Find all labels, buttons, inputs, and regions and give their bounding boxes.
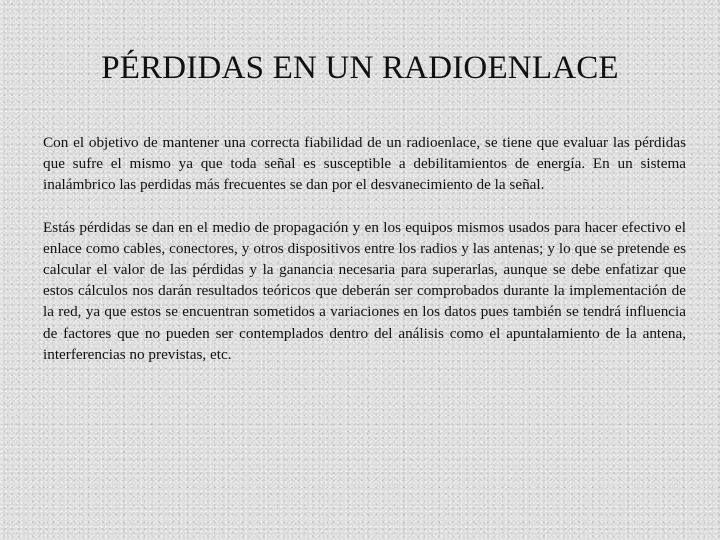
slide-body: [43, 132, 686, 365]
body-paragraph-2: Estás pérdidas se dan en el medio de propagación y en los equipos mismos usados para hacer efectivo el enlace como cables, conectores, y otros dispositivos entre los radios y las antenas; y lo que se pretende es calcular el valor de las pérdidas y la ganancia necesaria para superarlas, aunque se debe enfatizar que estos cálculos nos darán resultados teóricos que deberán ser comprobados durante la implementación de la red, ya que estos se encuentran sometidos a variaciones en los datos pues también se tendrá influencia de factores que no pueden ser contemplados dentro del análisis como el apuntalamiento de la antena, interferencias no previstas, etc.: [43, 218, 686, 363]
slide-title: PÉRDIDAS EN UN RADIOENLACE: [101, 50, 619, 86]
body-paragraph-1: Con el objetivo de mantener una correcta fiabilidad de un radioenlace, se tiene que evaluar las pérdidas que sufre el mismo ya que toda señal es susceptible a debilitamientos de energía. En un sistema inalámbrico las perdidas más frecuentes se dan por el desvanecimiento de la señal.: [43, 134, 686, 194]
